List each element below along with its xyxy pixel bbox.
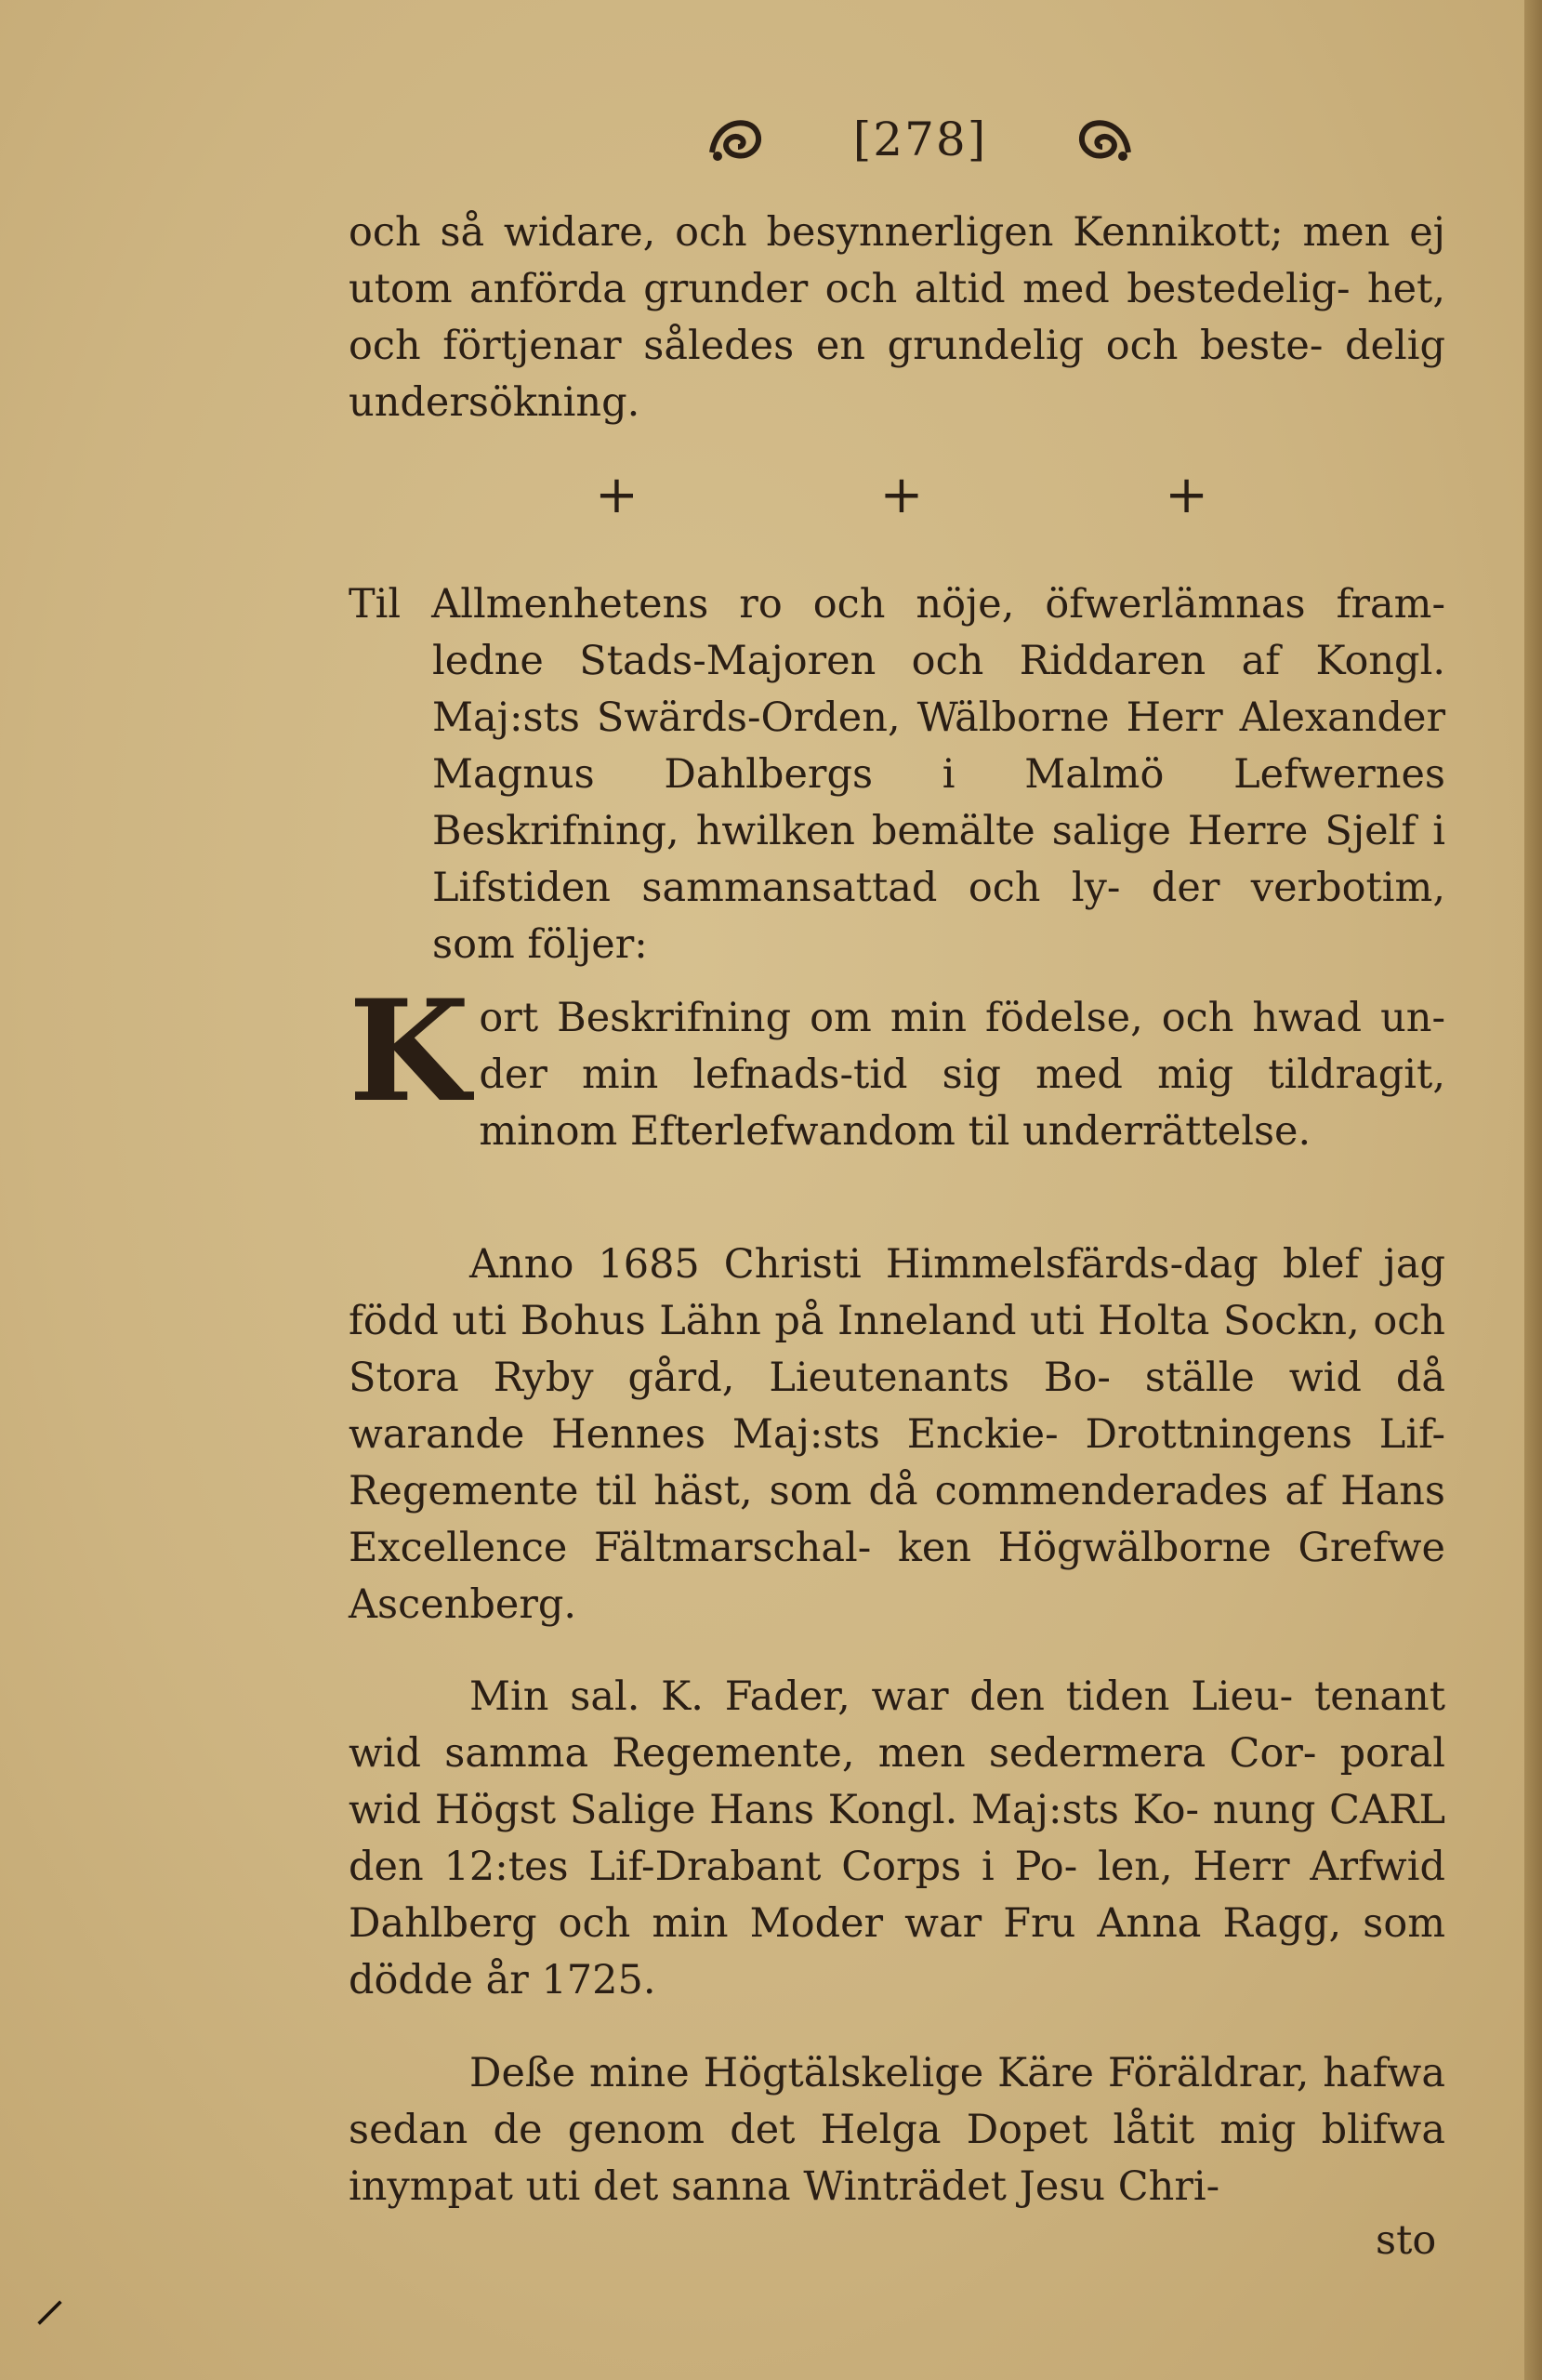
title-block — [349, 576, 1445, 973]
page-header — [706, 102, 1134, 177]
page-number: [278] — [852, 112, 988, 166]
heading-block — [349, 970, 1445, 1160]
paragraph-4: Deße mine Högtälskelige Käre Föräldrar, hafwa sedan de genom det Helga Dopet låtit mig blifwa inympat uti det sanna Winträdet Jesu Chri- — [349, 2050, 1445, 2210]
page-edge-shadow — [1524, 0, 1542, 2380]
fleuron-right-icon — [1074, 115, 1134, 164]
parents-paragraph-block — [349, 1669, 1445, 2009]
baptism-paragraph-block — [349, 2045, 1445, 2215]
catchword: sto — [1376, 2217, 1437, 2264]
heading-paragraph — [349, 970, 1445, 1160]
title-paragraph: Til Allmenhetens ro och nöje, öfwerlämnas fram- ledne Stads-Majoren och Riddaren af Kongl. Maj:sts Swärds-Orden, Wälborne Herr Alexander Magnus Dahlbergs i Malmö Lefwernes Beskrifning, hwilken bemälte salige Herre Sjelf i Lifstiden sammansattad och ly- der verbotim, som följer: — [349, 581, 1445, 968]
section-separator — [595, 465, 1208, 525]
paragraph-3: Min sal. K. Fader, war den tiden Lieu- tenant wid samma Regemente, men sedermera Cor- poral wid Högst Salige Hans Kongl. Maj:sts Ko- nung CARL den 12:tes Lif-Drabant Corps i Po- len, Herr Arfwid Dahlberg och min Moder war Fru Anna Ragg, som dödde år 1725. — [349, 1673, 1445, 2003]
birth-paragraph-block — [349, 1236, 1445, 1633]
separator-cross-1: + — [595, 465, 639, 525]
margin-ink-mark: ⸝ — [33, 2259, 66, 2335]
separator-cross-3: + — [1165, 465, 1208, 525]
fleuron-left-icon — [706, 115, 766, 164]
drop-cap-initial: K — [349, 970, 470, 1133]
paragraph-2: Anno 1685 Christi Himmelsfärds-dag blef jag född uti Bohus Lähn på Inneland uti Holta Sockn, och Stora Ryby gård, Lieutenants Bo- ställe wid då warande Hennes Maj:sts Enckie- Drottningens Lif-Regemente til häst, som då commenderades af Hans Excellence Fältmarschal- ken Högwälborne Grefwe Ascenberg. — [349, 1241, 1445, 1628]
heading-text: ort Beskrifning om min födelse, och hwad un- der min lefnads-tid sig med mig tildragit, minom Efterlefwandom til underrättelse. — [479, 995, 1445, 1155]
paragraph-1: och så widare, och besynnerligen Kennikott; men ej utom anförda grunder och altid med bestedelig- het, och förtjenar således en grundelig och beste- delig undersökning. — [349, 209, 1445, 426]
opening-paragraph — [349, 205, 1445, 431]
separator-cross-2: + — [879, 465, 924, 525]
